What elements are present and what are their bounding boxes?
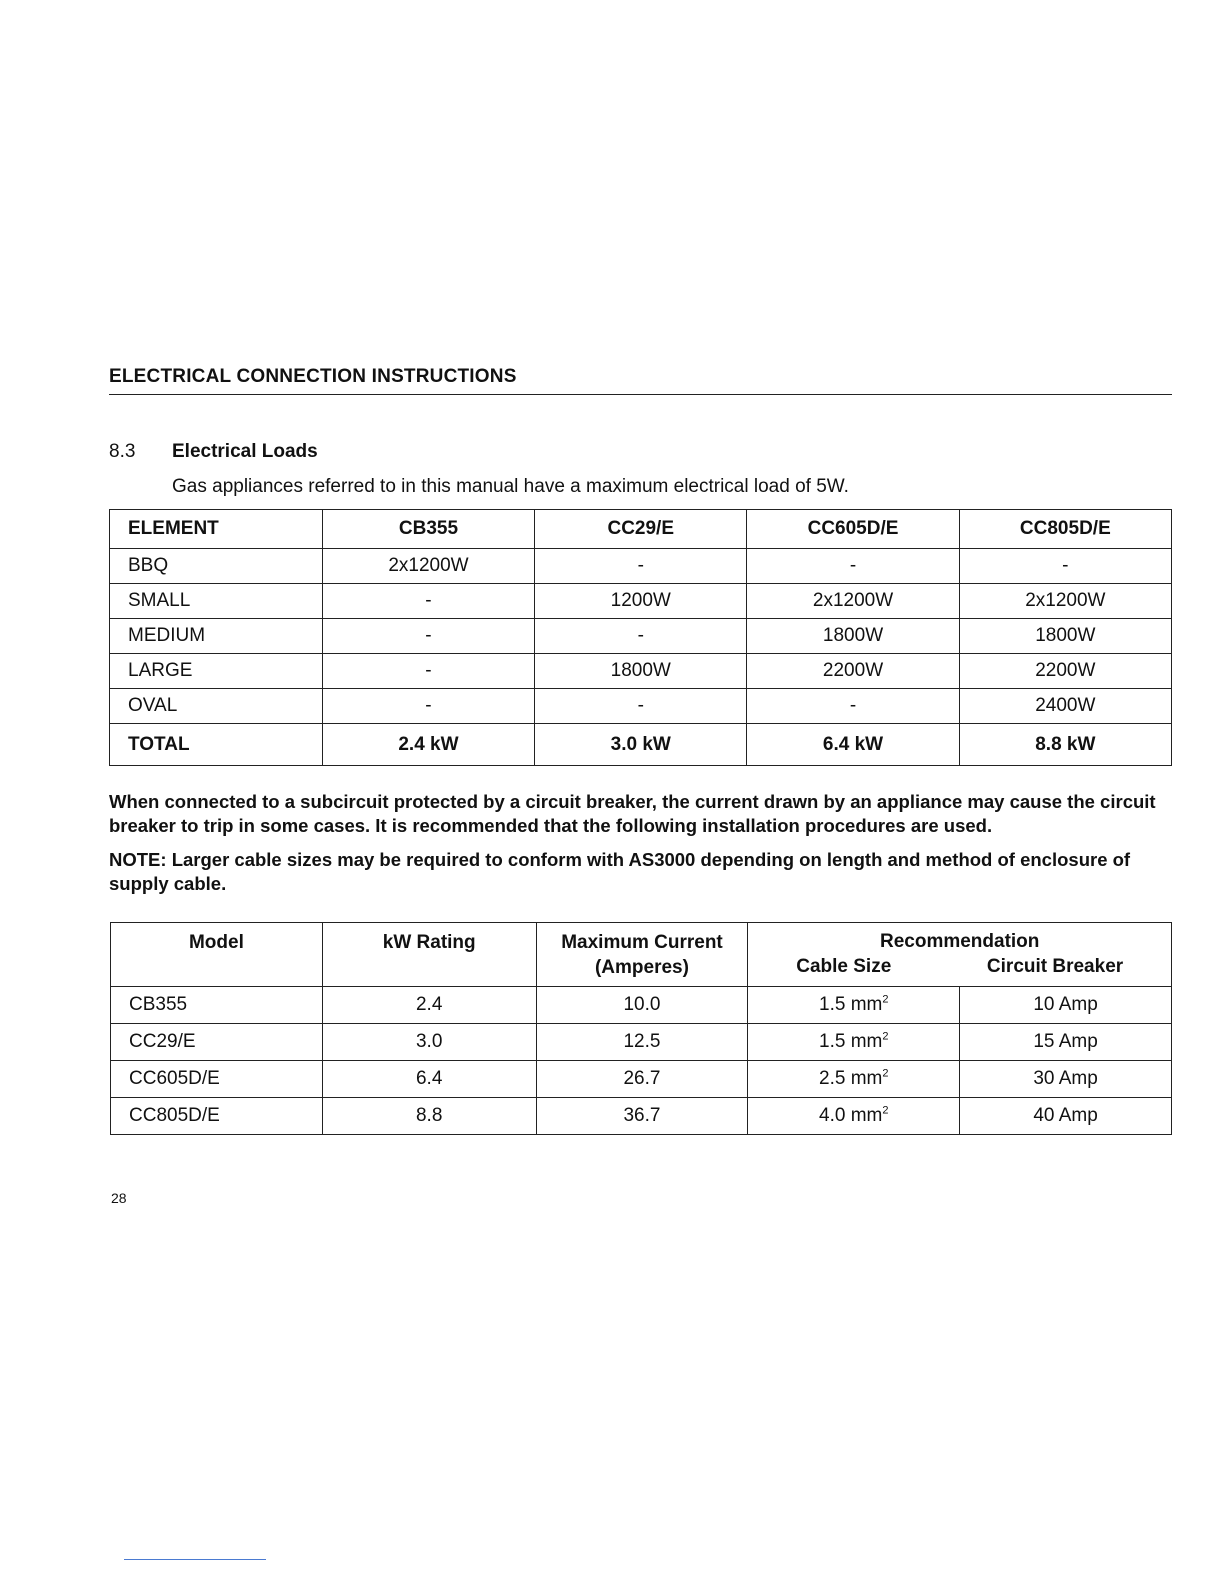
column-header: CC29/E <box>535 510 747 549</box>
section-title: Electrical Loads <box>172 441 318 462</box>
table-cell: - <box>535 619 747 654</box>
current-header-line1: Maximum Current <box>561 932 723 953</box>
circuit-breaker-warning: When connected to a subcircuit protected by a circuit breaker, the current drawn by an appliance may cause the circuit breaker to trip in some cases. It is recommended that the following installation procedures are used. <box>109 791 1156 836</box>
table-cell: 3.0 <box>322 1024 536 1061</box>
table-cell: - <box>747 549 959 584</box>
cable-size-value: 1.5 mm <box>819 994 883 1015</box>
table-header-row <box>110 510 1172 549</box>
table-cell <box>748 987 960 1024</box>
table-cell: CB355 <box>111 987 323 1024</box>
table-cell: 12.5 <box>536 1024 748 1061</box>
column-header: CC805D/E <box>959 510 1171 549</box>
cable-size-value: 2.5 mm <box>819 1068 883 1089</box>
table-cell: 2200W <box>959 654 1171 689</box>
table-cell: 2x1200W <box>747 584 959 619</box>
table-cell: 10.0 <box>536 987 748 1024</box>
table-cell: 2200W <box>747 654 959 689</box>
column-header-recommendation <box>748 923 1172 987</box>
table-cell: 2.4 <box>322 987 536 1024</box>
superscript: 2 <box>882 993 889 1006</box>
recommendation-table <box>110 922 1172 1135</box>
section-intro: Gas appliances referred to in this manual have a maximum electrical load of 5W. <box>172 476 849 497</box>
cable-size-note: NOTE: Larger cable sizes may be required to conform with AS3000 depending on length and method of enclosure of supply cable. <box>109 849 1131 894</box>
column-header-model: Model <box>111 923 323 987</box>
table-cell: 3.0 kW <box>535 724 747 766</box>
column-header: CC605D/E <box>747 510 959 549</box>
table-cell: 8.8 kW <box>959 724 1171 766</box>
table-cell: CC805D/E <box>111 1098 323 1135</box>
table-cell: 1800W <box>959 619 1171 654</box>
table-cell <box>748 1098 960 1135</box>
table-row <box>111 1098 1172 1135</box>
table-cell: - <box>535 549 747 584</box>
table-cell: MEDIUM <box>110 619 323 654</box>
table-row <box>110 619 1172 654</box>
table-cell: - <box>959 549 1171 584</box>
table-header-row <box>111 923 1172 987</box>
table-cell: 1200W <box>535 584 747 619</box>
table-cell: - <box>747 689 959 724</box>
cable-size-header: Cable Size <box>796 956 892 977</box>
superscript: 2 <box>882 1067 889 1080</box>
table-cell: 2.4 kW <box>322 724 534 766</box>
section-number: 8.3 <box>109 441 136 462</box>
table-cell: CC605D/E <box>111 1061 323 1098</box>
table-cell: 40 Amp <box>960 1098 1172 1135</box>
table-cell: 36.7 <box>536 1098 748 1135</box>
table-cell: 8.8 <box>322 1098 536 1135</box>
cable-size-value: 4.0 mm <box>819 1105 883 1126</box>
table-cell: CC29/E <box>111 1024 323 1061</box>
page-header-title: ELECTRICAL CONNECTION INSTRUCTIONS <box>109 366 517 387</box>
table-cell: 15 Amp <box>960 1024 1172 1061</box>
table-cell <box>748 1024 960 1061</box>
table-cell: TOTAL <box>110 724 323 766</box>
recommendation-header: Recommendation <box>879 931 1040 952</box>
table-cell: 1800W <box>747 619 959 654</box>
table-row <box>110 654 1172 689</box>
table-cell: - <box>322 689 534 724</box>
table-row <box>110 689 1172 724</box>
table-cell: - <box>322 619 534 654</box>
table-row <box>111 987 1172 1024</box>
header-divider <box>109 394 1172 395</box>
current-header-line2: (Amperes) <box>594 957 689 978</box>
circuit-breaker-header: Circuit Breaker <box>986 956 1124 977</box>
table-cell: 10 Amp <box>960 987 1172 1024</box>
page-number: 28 <box>111 1190 127 1206</box>
superscript: 2 <box>882 1104 889 1117</box>
table-cell: - <box>322 654 534 689</box>
table-cell: 30 Amp <box>960 1061 1172 1098</box>
table-row <box>111 1024 1172 1061</box>
column-header-kw: kW Rating <box>322 923 536 987</box>
column-header-current <box>536 923 748 987</box>
table-cell: - <box>535 689 747 724</box>
table-cell: SMALL <box>110 584 323 619</box>
column-header: CB355 <box>322 510 534 549</box>
table-cell: OVAL <box>110 689 323 724</box>
table-cell: 26.7 <box>536 1061 748 1098</box>
table-cell: 2x1200W <box>959 584 1171 619</box>
cable-size-value: 1.5 mm <box>819 1031 883 1052</box>
table-row <box>110 584 1172 619</box>
table-row <box>111 1061 1172 1098</box>
table-cell: 6.4 kW <box>747 724 959 766</box>
superscript: 2 <box>882 1030 889 1043</box>
table-cell: 1800W <box>535 654 747 689</box>
table-cell <box>748 1061 960 1098</box>
table-cell: 2x1200W <box>322 549 534 584</box>
table-cell: LARGE <box>110 654 323 689</box>
table-cell: 2400W <box>959 689 1171 724</box>
total-row <box>110 724 1172 766</box>
column-header: ELEMENT <box>110 510 323 549</box>
footer-line <box>124 1559 266 1560</box>
table-cell: BBQ <box>110 549 323 584</box>
table-cell: - <box>322 584 534 619</box>
table-row <box>110 549 1172 584</box>
table-cell: 6.4 <box>322 1061 536 1098</box>
electrical-loads-table <box>109 509 1172 766</box>
